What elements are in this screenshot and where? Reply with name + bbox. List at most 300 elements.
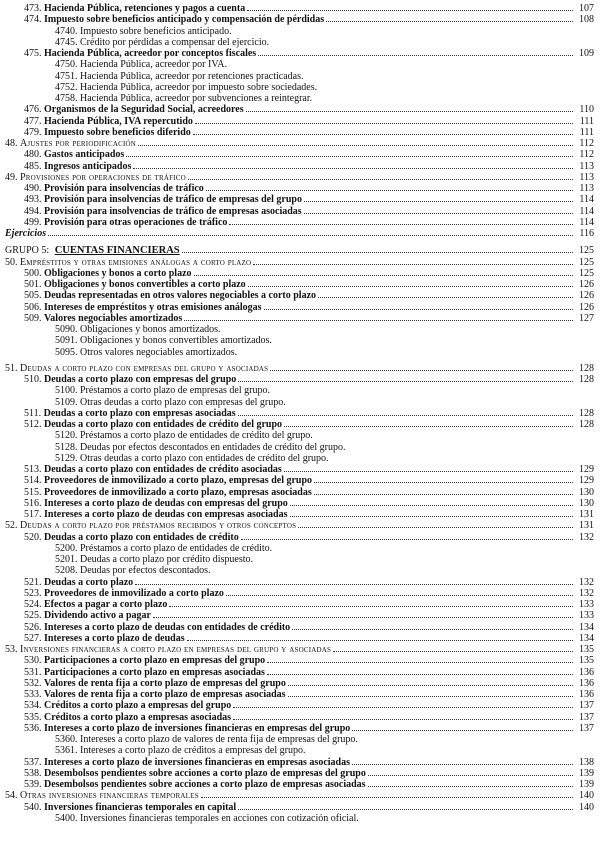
toc-entry-number: 5095. — [55, 346, 78, 358]
toc-entry-title: Deudas a corto plazo con entidades de crédito — [44, 531, 239, 543]
toc-entry-number: 530. — [24, 655, 42, 667]
toc-entry-page: 129 — [579, 475, 594, 487]
toc-entry-page: 112 — [579, 138, 594, 149]
dot-leader — [133, 161, 573, 169]
toc-entry — [5, 644, 597, 655]
dot-leader — [267, 655, 573, 663]
toc-entry-number: 527. — [24, 632, 42, 644]
toc-entry-title: Intereses a corto plazo de deudas con empresas del grupo — [44, 497, 288, 509]
toc-entry-number: 525. — [24, 610, 42, 622]
toc-entry-title: Crédito por pérdidas a compensar del ejercicio. — [80, 36, 270, 48]
toc-entry-number: 5091. — [55, 335, 78, 347]
toc-entry — [5, 161, 597, 172]
toc-entry-number: 474. — [24, 14, 42, 26]
toc-entry — [5, 14, 597, 25]
toc-entry — [5, 633, 597, 644]
dot-leader — [267, 667, 573, 675]
toc-entry — [5, 48, 597, 59]
toc-entry-title: Hacienda Pública, acreedor por IVA. — [80, 59, 227, 71]
toc-entry-title: Intereses a corto plazo de créditos a empresas del grupo. — [80, 745, 306, 757]
dot-leader — [284, 464, 573, 472]
toc-entry-title: Valores negociables amortizados — [44, 312, 183, 324]
toc-entry — [5, 313, 597, 324]
toc-entry-number: 4750. — [55, 59, 78, 71]
toc-entry-title: Ejercicios — [5, 228, 47, 239]
toc-entry-title: Provisión para insolvencias de tráfico de empresas del grupo — [44, 194, 302, 206]
toc-entry — [5, 599, 597, 610]
toc-entry-number: 524. — [24, 599, 42, 610]
toc-entry-title: Deudas por efectos descontados en entidades de crédito del grupo. — [80, 441, 346, 453]
dot-leader — [241, 532, 573, 540]
toc-entry — [5, 290, 597, 301]
toc-entry-number: 54. — [5, 790, 18, 802]
toc-entry-number: 532. — [24, 677, 42, 689]
toc-entry-title: Intereses a corto plazo de valores de renta fija de empresas del grupo. — [80, 734, 358, 745]
toc-entry — [5, 194, 597, 205]
toc-entry-page: 108 — [579, 14, 594, 26]
toc-entry-number: 475. — [24, 48, 42, 59]
toc-entry-title: Otros valores negociables amortizados. — [80, 346, 238, 358]
toc-entry-title: Inversiones financieras temporales en acciones con cotización oficial. — [80, 812, 359, 824]
toc-entry — [5, 116, 597, 127]
toc-entry-title: Deudas a corto plazo — [44, 576, 134, 588]
dot-leader — [187, 633, 573, 641]
toc-entry-page: 114 — [579, 194, 594, 206]
toc-entry-number: 523. — [24, 587, 42, 599]
dot-leader — [238, 408, 573, 416]
dot-leader — [304, 194, 573, 202]
toc-entry-title: Intereses a corto plazo de inversiones financieras en empresas asociadas — [44, 756, 350, 768]
toc-entry — [5, 779, 597, 790]
toc-entry — [5, 532, 597, 543]
toc-entry-title: Obligaciones y bonos convertibles amortizados. — [80, 335, 272, 347]
toc-entry-number: 5128. — [55, 441, 78, 453]
toc-entry-title: Hacienda Pública, acreedor por impuesto sobre sociedades. — [80, 81, 318, 93]
toc-entry-page: 112 — [579, 149, 594, 161]
toc-entry-number: 50. — [5, 256, 18, 268]
toc-entry-title: Obligaciones y bonos a corto plazo — [44, 267, 192, 279]
toc-entry — [5, 745, 597, 756]
toc-entry — [5, 622, 597, 633]
toc-entry — [5, 183, 597, 194]
toc-entry-title: Créditos a corto plazo a empresas asociadas — [44, 711, 232, 723]
toc-entry-title: Efectos a pagar a corto plazo — [44, 599, 168, 610]
toc-entry — [5, 543, 597, 554]
toc-entry-number: 5361. — [55, 745, 78, 757]
dot-leader — [246, 104, 573, 112]
toc-entry-number: 513. — [24, 464, 42, 475]
toc-entry-title: Valores de renta fija a corto plazo de empresas asociadas — [44, 689, 286, 700]
toc-entry-number: 493. — [24, 194, 42, 206]
toc-entry-page: 133 — [579, 610, 594, 622]
dot-leader — [184, 313, 573, 321]
toc-entry — [5, 509, 597, 520]
toc-entry-number: GRUPO 5: — [5, 245, 50, 257]
dot-leader — [229, 217, 573, 225]
toc-entry — [5, 678, 597, 689]
toc-entry — [5, 565, 597, 576]
dot-leader — [333, 644, 573, 652]
toc-entry-number: 517. — [24, 509, 42, 520]
toc-entry-page: 127 — [579, 312, 594, 324]
toc-entry-number: 4758. — [55, 93, 78, 104]
toc-entry-page: 128 — [579, 374, 594, 385]
toc-entry-number: 506. — [24, 301, 42, 313]
toc-entry-page: 139 — [579, 767, 594, 779]
toc-entry — [5, 172, 597, 183]
dot-leader — [233, 712, 573, 720]
dot-leader — [290, 498, 573, 506]
toc-entry — [5, 464, 597, 475]
toc-entry — [5, 245, 597, 256]
toc-entry-page: 109 — [579, 48, 594, 59]
toc-entry-page: 125 — [579, 245, 594, 257]
toc-entry-title: Participaciones a corto plazo en empresas del grupo — [44, 655, 266, 667]
toc-entry-number: 521. — [24, 576, 42, 588]
toc-entry-number: 539. — [24, 779, 42, 790]
toc-entry-page: 136 — [579, 677, 594, 689]
toc-entry — [5, 206, 597, 217]
toc-entry — [5, 127, 597, 138]
toc-entry — [5, 374, 597, 385]
toc-entry — [5, 813, 597, 824]
toc-entry-title: Provisiones por operaciones de tráfico — [20, 171, 186, 183]
toc-entry — [5, 37, 597, 48]
toc-entry-title: Deudas por efectos descontados. — [80, 565, 211, 577]
toc-entry — [5, 689, 597, 700]
dot-leader — [298, 520, 573, 528]
dot-leader — [169, 599, 573, 607]
toc-entry-page: 107 — [579, 3, 594, 14]
dot-leader — [195, 116, 573, 124]
toc-entry-title: Proveedores de inmovilizado a corto plazo — [44, 587, 224, 599]
toc-entry — [5, 554, 597, 565]
toc-entry — [5, 475, 597, 486]
toc-entry — [5, 520, 597, 531]
toc-entry — [5, 324, 597, 335]
toc-entry-page: 111 — [579, 115, 594, 127]
toc-entry — [5, 498, 597, 509]
toc-entry-title: Préstamos a corto plazo de entidades de crédito. — [80, 542, 273, 554]
toc-entry — [5, 430, 597, 441]
toc-entry-page: 116 — [579, 228, 594, 239]
toc-entry-title: Impuesto sobre beneficios diferido — [44, 126, 191, 138]
toc-entry-page: 113 — [579, 183, 594, 194]
toc-entry — [5, 138, 597, 149]
toc-entry-number: 501. — [24, 279, 42, 290]
toc-entry-title: Intereses a corto plazo de deudas — [44, 632, 185, 644]
toc-entry — [5, 419, 597, 430]
toc-entry-number: 509. — [24, 312, 42, 324]
toc-entry-title: Préstamos a corto plazo de empresas del grupo. — [80, 385, 270, 397]
toc-entry — [5, 228, 597, 239]
dot-leader — [326, 14, 573, 22]
toc-entry-number: 505. — [24, 290, 42, 302]
toc-entry-title: Inversiones financieras temporales en capital — [44, 801, 237, 813]
toc-entry-title: Proveedores de inmovilizado a corto plazo, empresas asociadas — [44, 486, 312, 498]
toc-entry — [5, 655, 597, 666]
toc-entry-page: 137 — [579, 700, 594, 712]
toc-entry — [5, 268, 597, 279]
toc-entry-page: 126 — [579, 279, 594, 290]
toc-entry-title: Dividendo activo a pagar — [44, 610, 151, 622]
dot-leader — [138, 138, 573, 146]
toc-entry — [5, 149, 597, 160]
dot-leader — [270, 363, 573, 371]
toc-entry-page: 128 — [579, 407, 594, 419]
toc-entry-title: Desembolsos pendientes sobre acciones a corto plazo de empresas del grupo — [44, 767, 366, 779]
toc-entry-title: CUENTAS FINANCIERAS — [54, 245, 180, 257]
toc-entry-number: 5129. — [55, 452, 78, 464]
toc-entry-number: 500. — [24, 267, 42, 279]
toc-entry-number: 4745. — [55, 36, 78, 48]
toc-entry-page: 110 — [579, 104, 594, 116]
dot-leader — [314, 475, 573, 483]
toc-entry — [5, 757, 597, 768]
toc-entry — [5, 347, 597, 358]
toc-entry-page: 132 — [579, 587, 594, 599]
toc-entry-number: 536. — [24, 722, 42, 734]
toc-entry-number: 4740. — [55, 25, 78, 37]
dot-leader — [182, 245, 573, 253]
toc-entry-title: Inversiones financieras a corto plazo en empresas del grupo y asociadas — [20, 644, 332, 655]
toc-entry-page: 114 — [579, 216, 594, 228]
toc-entry-title: Deudas a corto plazo por crédito dispuesto. — [80, 554, 254, 565]
toc-entry — [5, 26, 597, 37]
toc-entry-number: 520. — [24, 531, 42, 543]
toc-entry-page: 134 — [579, 621, 594, 633]
toc-entry-title: Deudas a corto plazo con entidades de crédito del grupo — [44, 419, 283, 430]
toc-entry-title: Intereses a corto plazo de deudas con empresas asociadas — [44, 509, 288, 520]
toc-entry-title: Ingresos anticipados — [44, 160, 132, 172]
toc-entry-title: Provisión para otras operaciones de tráfico — [44, 216, 228, 228]
dot-leader — [288, 678, 573, 686]
toc-entry-title: Valores de renta fija a corto plazo de empresas del grupo — [44, 677, 286, 689]
toc-entry — [5, 363, 597, 374]
toc-entry — [5, 408, 597, 419]
toc-entry-title: Intereses a corto plazo de deudas con entidades de crédito — [44, 621, 291, 633]
toc-entry-title: Ajustes por periodificación — [20, 138, 137, 149]
toc-entry-page: 114 — [579, 205, 594, 217]
table-of-contents — [5, 3, 597, 824]
toc-entry-number: 514. — [24, 475, 42, 487]
dot-leader — [193, 127, 573, 135]
dot-leader — [126, 149, 573, 157]
toc-entry — [5, 442, 597, 453]
toc-entry-title: Gastos anticipados — [44, 149, 125, 161]
toc-entry-page: 126 — [579, 290, 594, 302]
toc-entry-number: 534. — [24, 700, 42, 712]
toc-entry-number: 5400. — [55, 812, 78, 824]
toc-entry-title: Impuesto sobre beneficios anticipado y compensación de pérdidas — [44, 14, 325, 26]
toc-entry-title: Desembolsos pendientes sobre acciones a corto plazo de empresas asociadas — [44, 779, 366, 790]
toc-entry-page: 137 — [579, 711, 594, 723]
toc-entry-number: 5201. — [55, 554, 78, 565]
toc-entry-number: 526. — [24, 621, 42, 633]
toc-entry-title: Otras inversiones financieras temporales — [20, 790, 199, 802]
toc-entry-number: 540. — [24, 801, 42, 813]
toc-entry-number: 516. — [24, 497, 42, 509]
toc-entry — [5, 3, 597, 14]
toc-entry-title: Organismos de la Seguridad Social, acreedores — [44, 104, 244, 116]
dot-leader — [226, 588, 573, 596]
toc-entry-title: Provisión para insolvencias de tráfico — [44, 183, 204, 194]
toc-entry-number: 51. — [5, 362, 18, 374]
dot-leader — [368, 768, 573, 776]
toc-entry-number: 5090. — [55, 324, 78, 335]
toc-entry-title: Intereses de empréstitos y otras emisiones análogas — [44, 301, 262, 313]
toc-entry-title: Provisión para insolvencias de tráfico de empresas asociadas — [44, 205, 302, 217]
toc-entry-title: Deudas a corto plazo con entidades de crédito asociadas — [44, 464, 282, 475]
toc-entry-title: Hacienda Pública, acreedor por conceptos fiscales — [44, 48, 257, 59]
toc-entry-page: 135 — [579, 655, 594, 667]
toc-entry-title: Participaciones a corto plazo en empresas asociadas — [44, 666, 265, 678]
toc-entry — [5, 723, 597, 734]
dot-leader — [314, 487, 573, 495]
toc-entry-number: 510. — [24, 374, 42, 385]
dot-leader — [258, 48, 573, 56]
toc-entry-title: Otras deudas a corto plazo con entidades de crédito del grupo. — [80, 452, 329, 464]
toc-entry-page: 125 — [579, 256, 594, 268]
toc-entry-page: 132 — [579, 576, 594, 588]
toc-entry — [5, 59, 597, 70]
toc-entry — [5, 397, 597, 408]
toc-entry — [5, 768, 597, 779]
toc-entry-number: 52. — [5, 520, 18, 532]
toc-entry-number: 5360. — [55, 734, 78, 745]
toc-entry-number: 473. — [24, 3, 42, 14]
toc-entry-page: 113 — [579, 171, 594, 183]
toc-entry-number: 48. — [5, 138, 18, 149]
toc-entry-number: 515. — [24, 486, 42, 498]
toc-entry-title: Obligaciones y bonos amortizados. — [80, 324, 221, 335]
toc-entry — [5, 302, 597, 313]
toc-entry-page: 128 — [579, 362, 594, 374]
toc-entry-page: 135 — [579, 644, 594, 655]
toc-entry-page: 136 — [579, 689, 594, 700]
toc-entry-title: Créditos a corto plazo a empresas del grupo — [44, 700, 232, 712]
toc-entry-title: Otras deudas a corto plazo con empresas del grupo. — [80, 396, 286, 408]
toc-entry-title: Obligaciones y bonos convertibles a corto plazo — [44, 279, 246, 290]
dot-leader — [206, 183, 573, 191]
toc-entry-number: 5200. — [55, 542, 78, 554]
toc-entry-page: 134 — [579, 632, 594, 644]
toc-entry-number: 511. — [24, 407, 42, 419]
toc-entry-number: 538. — [24, 767, 42, 779]
dot-leader — [292, 622, 573, 630]
toc-entry — [5, 734, 597, 745]
toc-entry — [5, 279, 597, 290]
toc-entry-page: 130 — [579, 486, 594, 498]
toc-entry-number: 477. — [24, 115, 42, 127]
dot-leader — [201, 790, 573, 798]
toc-entry-title: Intereses a corto plazo de inversiones financieras en empresas del grupo — [44, 722, 351, 734]
toc-entry — [5, 453, 597, 464]
toc-entry — [5, 385, 597, 396]
toc-entry — [5, 217, 597, 228]
toc-entry-number: 512. — [24, 419, 42, 430]
toc-entry-page: 131 — [579, 509, 594, 520]
toc-entry-number: 479. — [24, 126, 42, 138]
toc-entry-page: 129 — [579, 464, 594, 475]
dot-leader — [247, 3, 573, 11]
toc-entry-number: 5100. — [55, 385, 78, 397]
toc-entry-title: Hacienda Pública, acreedor por retenciones practicadas. — [80, 70, 304, 82]
toc-entry-title: Hacienda Pública, IVA repercutido — [44, 115, 193, 127]
toc-entry — [5, 667, 597, 678]
toc-entry-title: Deudas representadas en otros valores negociables a corto plazo — [44, 290, 317, 302]
dot-leader — [253, 257, 573, 265]
toc-entry-number: 5208. — [55, 565, 78, 577]
toc-entry — [5, 487, 597, 498]
dot-leader — [248, 279, 573, 287]
toc-entry-number: 4751. — [55, 70, 78, 82]
toc-entry-number: 537. — [24, 756, 42, 768]
toc-entry-page: 111 — [579, 126, 594, 138]
toc-entry — [5, 71, 597, 82]
toc-entry-number: 485. — [24, 160, 42, 172]
toc-entry-number: 533. — [24, 689, 42, 700]
toc-entry-number: 49. — [5, 171, 18, 183]
toc-entry-page: 131 — [579, 520, 594, 532]
dot-leader — [233, 700, 573, 708]
toc-entry — [5, 610, 597, 621]
toc-entry — [5, 93, 597, 104]
toc-entry-page: 132 — [579, 531, 594, 543]
dot-leader — [352, 757, 573, 765]
toc-entry-title: Hacienda Pública, retenciones y pagos a cuenta — [44, 3, 246, 14]
dot-leader — [238, 374, 573, 382]
dot-leader — [352, 723, 573, 731]
toc-entry-page: 140 — [579, 801, 594, 813]
dot-leader — [194, 268, 573, 276]
dot-leader — [290, 509, 573, 517]
toc-entry-title: Hacienda Pública, acreedor por subvenciones a reintegrar. — [80, 93, 313, 104]
toc-entry-page: 138 — [579, 756, 594, 768]
dot-leader — [368, 779, 573, 787]
toc-entry-title: Deudas a corto plazo por préstamos recibidos y otros conceptos — [20, 520, 297, 532]
toc-entry-number: 531. — [24, 666, 42, 678]
dot-leader — [188, 172, 573, 180]
toc-entry-number: 494. — [24, 205, 42, 217]
toc-entry — [5, 257, 597, 268]
toc-entry-title: Préstamos a corto plazo de entidades de crédito del grupo. — [80, 430, 313, 442]
toc-entry-number: 535. — [24, 711, 42, 723]
toc-entry-number: 53. — [5, 644, 18, 655]
toc-entry-number: 5109. — [55, 396, 78, 408]
toc-entry-title: Impuesto sobre beneficios anticipado. — [80, 25, 232, 37]
toc-entry — [5, 712, 597, 723]
toc-entry-title: Deudas a corto plazo con empresas del grupo y asociadas — [20, 362, 269, 374]
dot-leader — [288, 689, 573, 697]
toc-entry — [5, 790, 597, 801]
dot-leader — [318, 290, 573, 298]
toc-entry-page: 128 — [579, 419, 594, 430]
dot-leader — [153, 610, 573, 618]
toc-entry — [5, 802, 597, 813]
toc-entry — [5, 700, 597, 711]
dot-leader — [135, 577, 573, 585]
dot-leader — [48, 228, 573, 236]
toc-entry-number: 480. — [24, 149, 42, 161]
toc-entry-page: 130 — [579, 497, 594, 509]
toc-entry-page: 137 — [579, 722, 594, 734]
dot-leader — [304, 206, 573, 214]
toc-entry-page: 113 — [579, 160, 594, 172]
toc-entry-page: 126 — [579, 301, 594, 313]
toc-entry-number: 5120. — [55, 430, 78, 442]
toc-entry-number: 4752. — [55, 81, 78, 93]
